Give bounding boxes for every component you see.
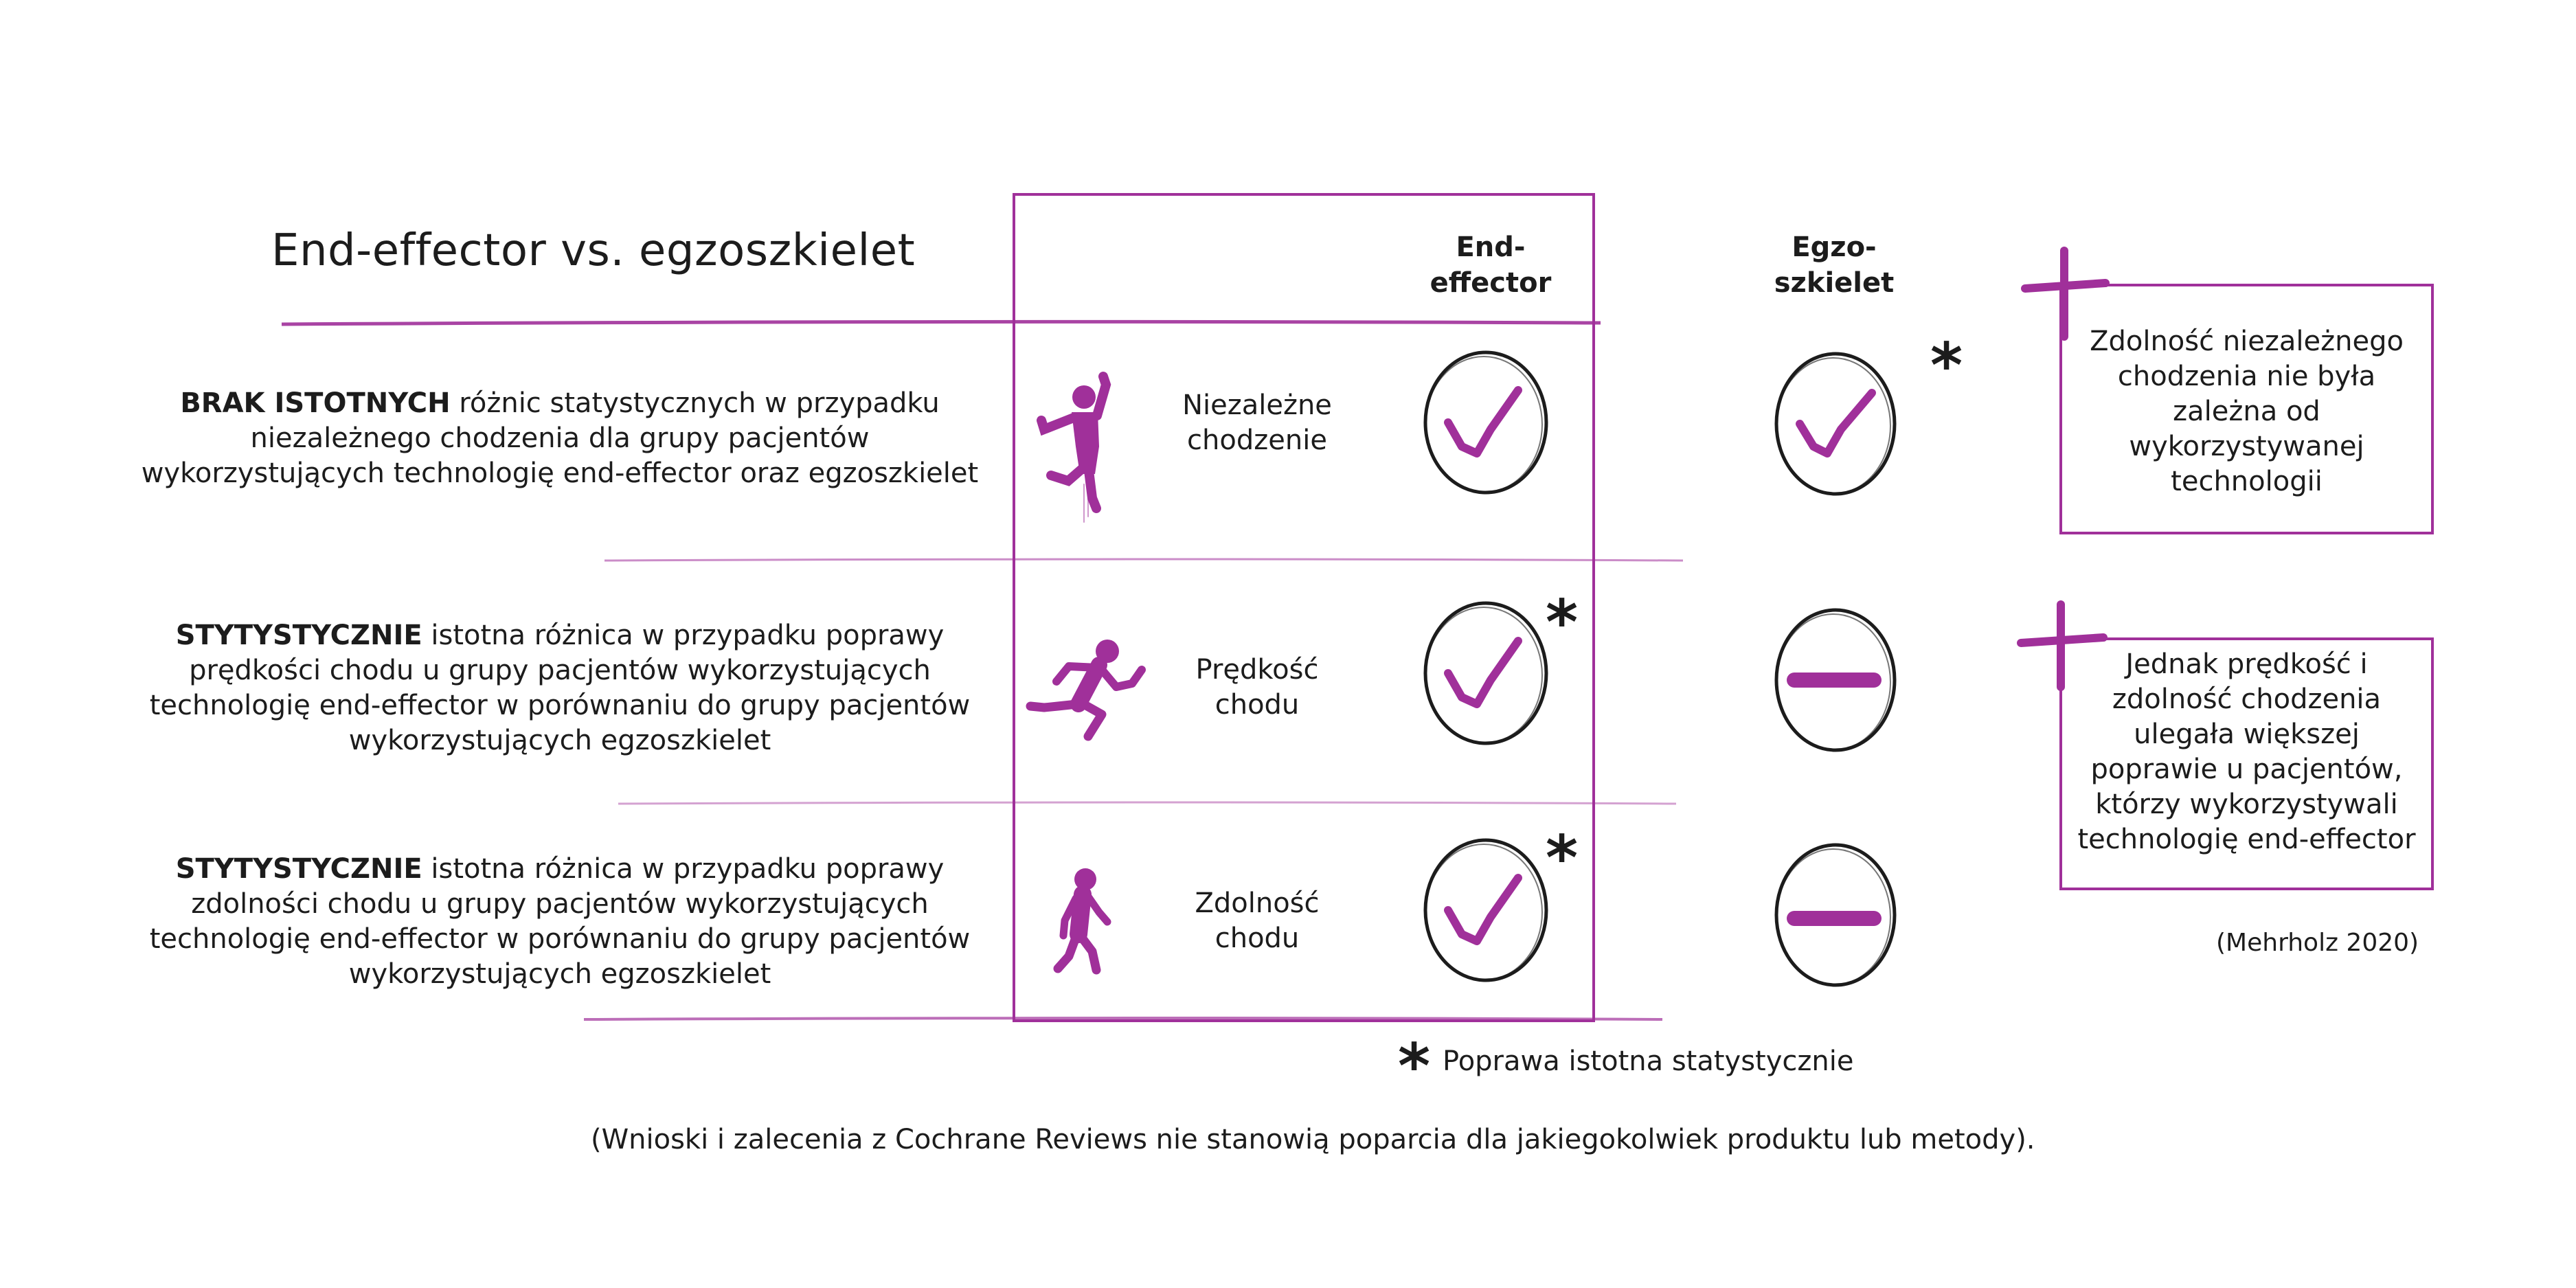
row1-description: BRAK ISTOTNYCH różnic statystycznych w przypadku niezależnego chodzenia dla grupy pacjentów wykorzystujących technologię end-effector oraz egzoszkielet — [141, 387, 979, 489]
measure-label-line: Prędkość — [1195, 654, 1319, 686]
significance-asterisk: * — [1930, 330, 1963, 402]
row-separator-line — [605, 559, 1683, 561]
measure-label-line: chodu — [1214, 923, 1300, 954]
column-header-line: effector — [1430, 267, 1552, 299]
significance-asterisk: * — [1546, 822, 1579, 894]
column-header-line: szkielet — [1774, 267, 1895, 299]
walking-person-icon — [1058, 868, 1107, 970]
legend-label: Poprawa istotna statystycznie — [1443, 1046, 1854, 1077]
exo-row2-minus-icon — [1776, 610, 1895, 750]
page-title: End-effector vs. egzoszkielet — [271, 225, 916, 276]
footer-disclaimer: (Wnioski i zalecenia z Cochrane Reviews nie stanowią poparcia dla jakiegokolwiek produktu lub metody). — [591, 1124, 2035, 1155]
row-separator-line — [584, 1018, 1662, 1019]
measure-label-independent-walking — [1161, 388, 1353, 458]
row2-description: STYTYSTYCZNIE istotna różnica w przypadku poprawy prędkości chodu u grupy pacjentów wykorzystujących technologię end-effector w porównaniu do grupy pacjentów wykorzystujących egzoszkielet — [149, 620, 971, 756]
end-effector-row1-check-icon — [1425, 352, 1546, 493]
measure-label-walking-speed — [1161, 653, 1353, 723]
end-effector-row3-check-icon — [1425, 840, 1546, 980]
row-separator-line — [618, 802, 1676, 804]
measure-label-line: Zdolność — [1195, 888, 1320, 919]
measure-label-line: Niezależne — [1182, 389, 1332, 421]
info-box-speed-ability: Jednak prędkość i zdolność chodzenia ulegała większej poprawie u pacjentów, którzy wykorzystywali technologię end-effector — [2059, 637, 2434, 890]
running-person-icon — [1030, 640, 1142, 736]
column-header-line: Egzo- — [1792, 231, 1877, 263]
measure-label-line: chodzenie — [1187, 425, 1327, 456]
row-separator-line — [282, 321, 1601, 324]
significance-asterisk: * — [1546, 587, 1579, 659]
column-header-exoskeleton — [1745, 229, 1923, 301]
exo-row3-minus-icon — [1776, 845, 1895, 985]
row3-description: STYTYSTYCZNIE istotna różnica w przypadku poprawy zdolności chodu u grupy pacjentów wykorzystujących technologię end-effector w porównaniu do grupy pacjentów wykorzystujących egzoszkielet — [149, 853, 971, 990]
measure-label-line: chodu — [1214, 689, 1300, 721]
legend-asterisk: * — [1398, 1030, 1431, 1103]
citation: (Mehrholz 2020) — [2216, 929, 2419, 957]
jumping-person-icon — [1041, 376, 1106, 522]
measure-label-walking-ability — [1161, 886, 1353, 956]
info-box-independent-walking: Zdolność niezależnego chodzenia nie była zależna od wykorzystywanej technologii — [2059, 284, 2434, 534]
exo-row1-check-icon — [1776, 354, 1895, 494]
column-header-line: End- — [1456, 231, 1526, 263]
column-header-end-effector — [1401, 229, 1580, 301]
end-effector-row2-check-icon — [1425, 603, 1546, 743]
